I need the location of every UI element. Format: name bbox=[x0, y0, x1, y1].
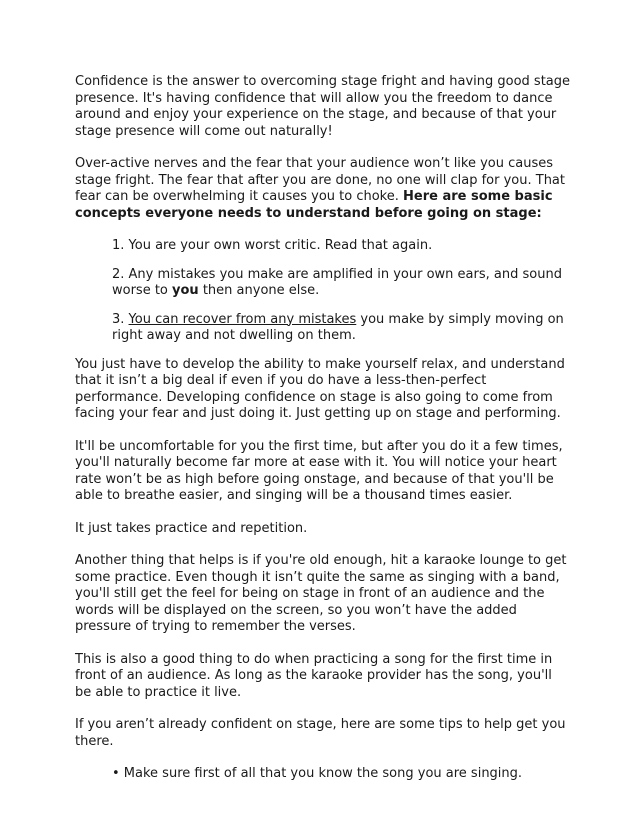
list-item-text: you make by simply moving on right away and not dwelling on them. bbox=[112, 311, 564, 343]
list-item-underlined: You can recover from any mistakes bbox=[128, 311, 357, 327]
paragraph-practice: It just takes practice and repetition. bbox=[75, 520, 308, 536]
tips-list bbox=[112, 766, 571, 783]
paragraph-relax: You just have to develop the ability to make yourself relax, and understand that it isn’t a big deal if even if you do have a less-then-perfect performance. Developing confidence on stage is also going to come from facing your fear and just doing it. Just getting up on stage and performing. bbox=[75, 356, 565, 421]
list-item-text: 2. Any mistakes you make are amplified in your own ears, and sound worse to bbox=[112, 266, 562, 298]
paragraph-confidence: Confidence is the answer to overcoming stage fright and having good stage presence. It's having confidence that will allow you the freedom to dance around and enjoy your experience on the stage, and because of that your stage presence will come out naturally! bbox=[75, 74, 571, 139]
document-body bbox=[75, 74, 571, 795]
list-item bbox=[112, 312, 571, 345]
paragraph-tips-intro: If you aren’t already confident on stage, here are some tips to help get you there. bbox=[75, 717, 566, 749]
list-item bbox=[112, 267, 571, 300]
paragraph-nerves-bold: Here are some basic concepts everyone needs to understand before going on stage: bbox=[75, 189, 553, 221]
list-item-bold: you bbox=[172, 283, 199, 298]
paragraph-uncomfortable: It'll be uncomfortable for you the first time, but after you do it a few times, you'll naturally become far more at ease with it. You will notice your heart rate won’t be as high before going onstage, and because of that you'll be able to breathe easier, and singing will be a thousand times easier. bbox=[75, 438, 563, 503]
list-item-text: 3. bbox=[112, 311, 129, 327]
paragraph-nerves bbox=[75, 156, 571, 222]
list-item: 1. You are your own worst critic. Read that again. bbox=[112, 238, 433, 253]
list-item-text: then anyone else. bbox=[198, 283, 320, 298]
list-item: • Make sure first of all that you know the song you are singing. bbox=[112, 766, 523, 781]
paragraph-karaoke: Another thing that helps is if you're old enough, hit a karaoke lounge to get some practice. Even though it isn’t quite the same as singing with a band, you'll still get the feel for being on stage in front of an audience and the words will be displayed on the screen, so you won’t have the added pressure of trying to remember the verses. bbox=[75, 553, 567, 634]
concepts-list bbox=[112, 238, 571, 345]
paragraph-good-thing: This is also a good thing to do when practicing a song for the first time in front of an audience. As long as the karaoke provider has the song, you'll be able to practice it live. bbox=[75, 651, 553, 700]
paragraph-nerves-text: Over-active nerves and the fear that your audience won’t like you causes stage fright. The fear that after you are done, no one will clap for you. That fear can be overwhelming it causes you to choke. bbox=[75, 156, 565, 204]
